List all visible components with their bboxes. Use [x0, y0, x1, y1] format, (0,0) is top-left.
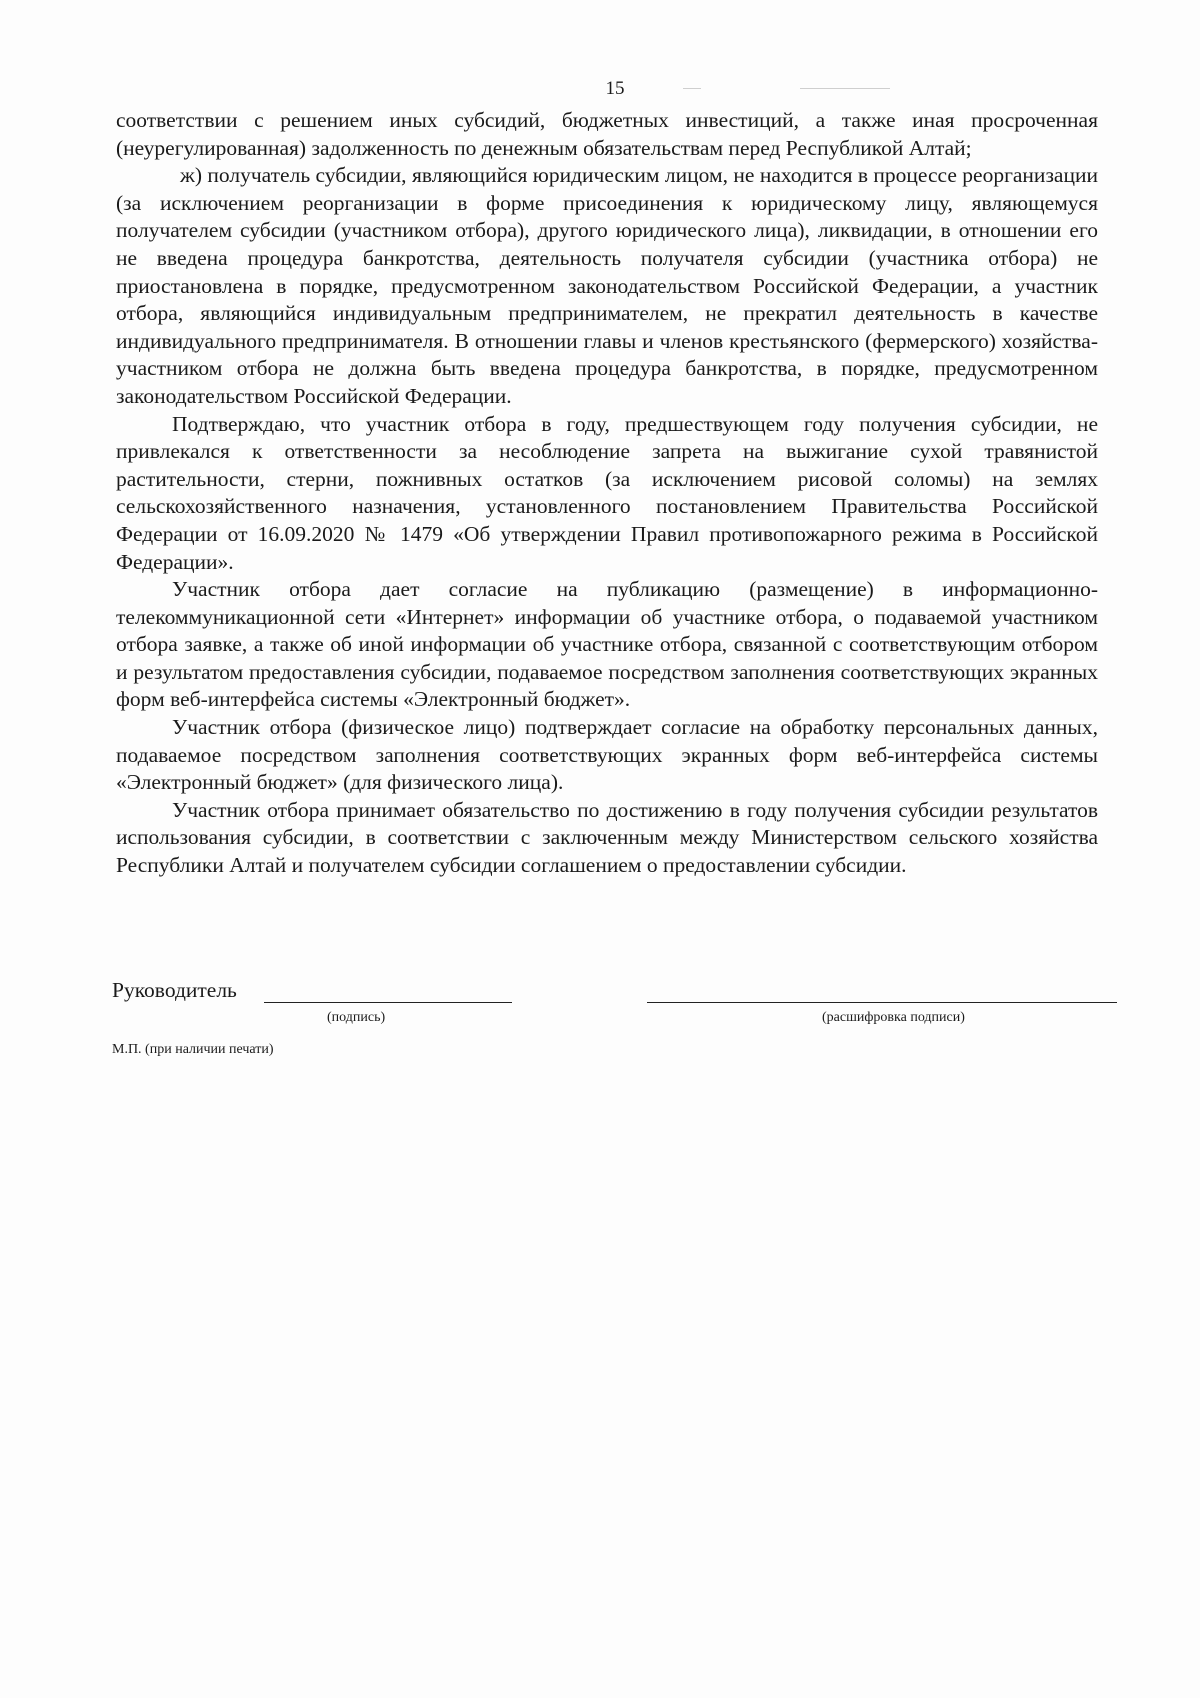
page-number: 15 [605, 78, 625, 99]
stamp-note: М.П. (при наличии печати) [112, 1042, 274, 1057]
signature-name-caption: (расшифровка подписи) [822, 1010, 965, 1025]
document-body [116, 107, 1098, 880]
paragraph-obligation: Участник отбора принимает обязательство по достижению в году получения субсидии результатов использования субсидии, в соответствии с заключенным между Министерством сельского хозяйства Республики Алтай и получателем субсидии соглашением о предоставлении субсидии. [116, 797, 1098, 878]
paragraph-item-zh: ж) получатель субсидии, являющийся юридическим лицом, не находится в процессе реорганизации (за исключением реорганизации в форме присоединения к юридическому лицу, являющемуся получателем субсидии (участником отбора), другого юридического лица), ликвидации, в отношении его не введена процедура банкротства, деятельность получателя субсидии (участника отбора) не приостановлена в порядке, предусмотренном законодательством Российской Федерации, а участник отбора, являющийся индивидуальным предпринимателем, не прекратил деятельность в качестве индивидуального предпринимателя. В отношении главы и членов крестьянского (фермерского) хозяйства-участником отбора не должна быть введена процедура банкротства, в порядке, предусмотренном законодательством Российской Федерации. [116, 163, 1098, 408]
signature-name-line [647, 1002, 1117, 1003]
paragraph-personal-data-consent: Участник отбора (физическое лицо) подтверждает согласие на обработку персональных данных, подаваемое посредством заполнения соответствующих экранных форм веб-интерфейса системы «Электронный бюджет» (для физического лица). [116, 715, 1098, 795]
signature-line [264, 1002, 512, 1003]
signature-label: Руководитель [112, 978, 237, 1002]
paragraph-confirmation: Подтверждаю, что участник отбора в году, предшествующем году получения субсидии, не привлекался к ответственности за несоблюдение запрета на выжигание сухой травянистой растительности, стерни, пожнивных остатков (за исключением рисовой соломы) на землях сельскохозяйственного назначения, установленного постановлением Правительства Российской Федерации от 16.09.2020 № 1479 «Об утверждении Правил противопожарного режима в Российской Федерации». [116, 411, 1098, 574]
paragraph-publication-consent: Участник отбора дает согласие на публикацию (размещение) в информационно-телекоммуникационной сети «Интернет» информации об участнике отбора, о подаваемой участником отбора заявке, а также об иной информации об участнике отбора, связанной с соответствующим отбором и результатом предоставления субсидии, подаваемое посредством заполнения соответствующих экранных форм веб-интерфейса системы «Электронный бюджет». [116, 577, 1098, 712]
signature-caption: (подпись) [327, 1010, 386, 1025]
paragraph-continuation: соответствии с решением иных субсидий, бюджетных инвестиций, а также иная просроченная (неурегулированная) задолженность по денежным обязательствам перед Республикой Алтай; [116, 108, 1098, 160]
